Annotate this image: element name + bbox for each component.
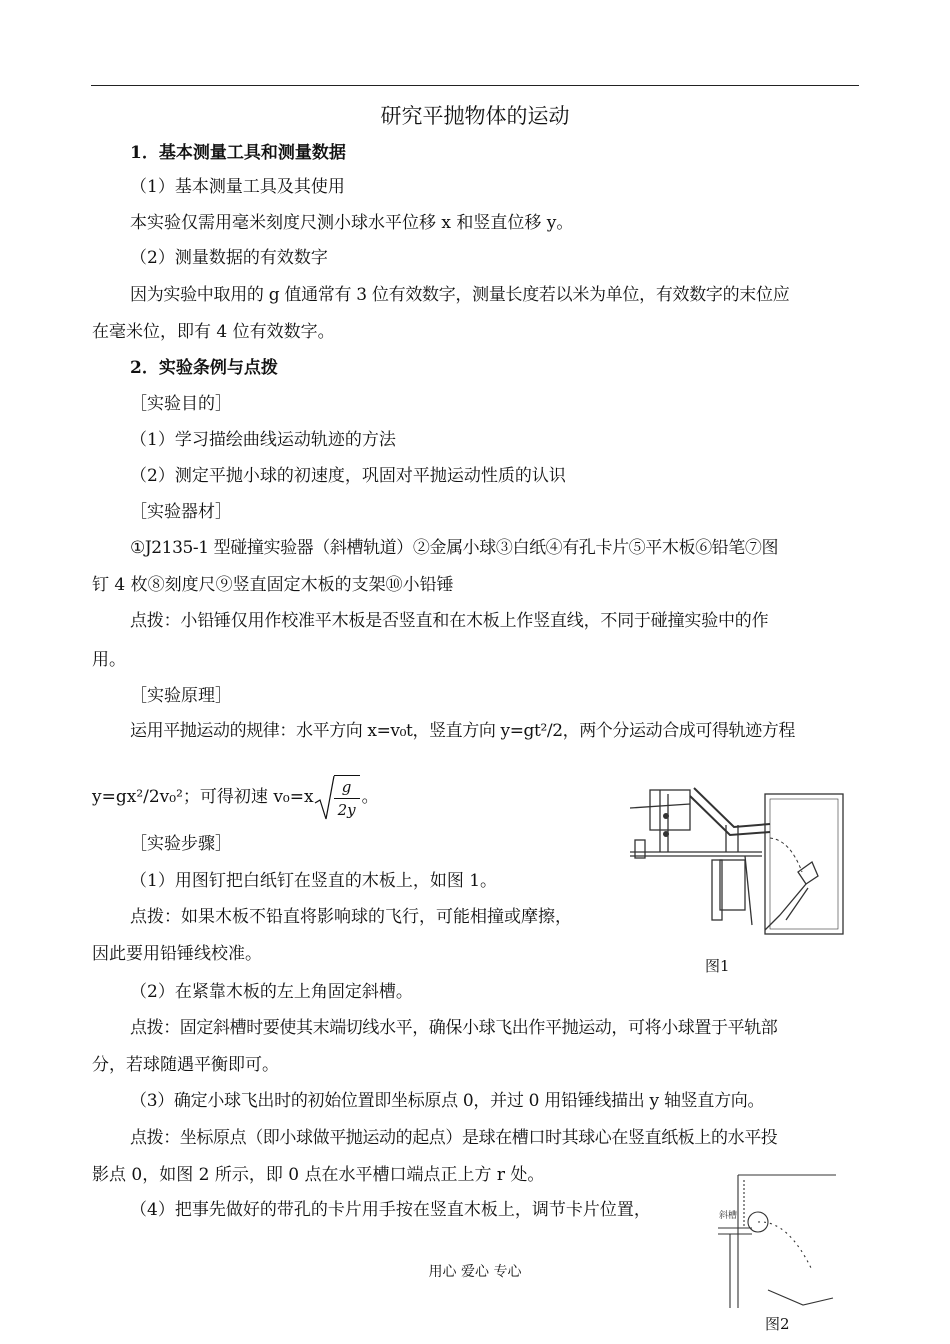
fraction-denominator: 2y: [337, 800, 356, 819]
subheading: ［实验原理］: [130, 686, 232, 706]
paragraph: （1）基本测量工具及其使用: [130, 177, 345, 197]
paragraph: （1）用图钉把白纸钉在竖直的木板上，如图 1。: [130, 871, 498, 891]
subheading: ［实验目的］: [130, 394, 232, 414]
paragraph: 在毫米位，即有 4 位有效数字。: [92, 322, 335, 342]
paragraph: 分，若球随遇平衡即可。: [92, 1055, 279, 1075]
fraction-numerator: g: [334, 776, 360, 799]
paragraph: 因此要用铅锤线校准。: [92, 944, 262, 964]
figure-1-apparatus: [630, 780, 848, 940]
figure-1-caption: 图1: [705, 957, 730, 975]
paragraph: 运用平抛运动的规律：水平方向 x=v₀t，竖直方向 y=gt²/2，两个分运动合成可得轨迹方程: [130, 721, 796, 741]
paragraph: 点拨：如果木板不铅直将影响球的飞行，可能相撞或摩擦，: [130, 907, 572, 927]
paragraph: 因为实验中取用的 g 值通常有 3 位有效数字，测量长度若以米为单位，有效数字的末位应: [130, 285, 790, 305]
figure-2-caption: 图2: [765, 1315, 790, 1333]
formula-prefix: y=gx²/2v₀²；可得初速 v₀=x: [92, 787, 314, 807]
paragraph: （1）学习描绘曲线运动轨迹的方法: [130, 430, 396, 450]
paragraph: （4）把事先做好的带孔的卡片用手按在竖直木板上，调节卡片位置，: [130, 1200, 651, 1220]
formula-suffix: 。: [361, 787, 379, 807]
paragraph: 本实验仅需用毫米刻度尺测小球水平位移 x 和竖直位移 y。: [130, 213, 574, 233]
figure-2-diagram: [708, 1170, 838, 1310]
page-footer: 用心 爱心 专心: [428, 1264, 522, 1280]
sqrt-fraction: [314, 773, 362, 823]
subheading: ［实验器材］: [130, 502, 232, 522]
formula-line: [92, 772, 379, 823]
paragraph: （2）在紧靠木板的左上角固定斜槽。: [130, 982, 413, 1002]
figure-2-label: 斜槽: [719, 1211, 738, 1221]
page-title: 研究平抛物体的运动: [380, 104, 570, 128]
radical-sign: [314, 773, 336, 823]
paragraph: （2）测量数据的有效数字: [130, 248, 328, 268]
header-rule: [91, 85, 859, 86]
section-heading-1: 1．基本测量工具和测量数据: [130, 143, 346, 163]
section-heading-2: 2．实验条例与点拨: [130, 358, 278, 378]
paragraph: 点拨：小铅锤仅用作校准平木板是否竖直和在木板上作竖直线，不同于碰撞实验中的作: [130, 611, 769, 631]
subheading: ［实验步骤］: [130, 834, 232, 854]
paragraph: ①J2135-1 型碰撞实验器（斜槽轨道）②金属小球③白纸④有孔卡片⑤平木板⑥铅笔⑦图: [130, 538, 779, 558]
paragraph: （2）测定平抛小球的初速度，巩固对平抛运动性质的认识: [130, 466, 566, 486]
paragraph: 影点 0，如图 2 所示，即 0 点在水平槽口端点正上方 r 处。: [92, 1165, 545, 1185]
paragraph: （3）确定小球飞出时的初始位置即坐标原点 0，并过 0 用铅锤线描出 y 轴竖直方向。: [130, 1091, 765, 1111]
paragraph: 用。: [92, 650, 126, 670]
paragraph: 点拨：固定斜槽时要使其末端切线水平，确保小球飞出作平抛运动，可将小球置于平轨部: [130, 1018, 778, 1038]
paragraph: 点拨：坐标原点（即小球做平抛运动的起点）是球在槽口时其球心在竖直纸板上的水平投: [130, 1128, 778, 1148]
paragraph: 钉 4 枚⑧刻度尺⑨竖直固定木板的支架⑩小铅锤: [92, 575, 454, 595]
